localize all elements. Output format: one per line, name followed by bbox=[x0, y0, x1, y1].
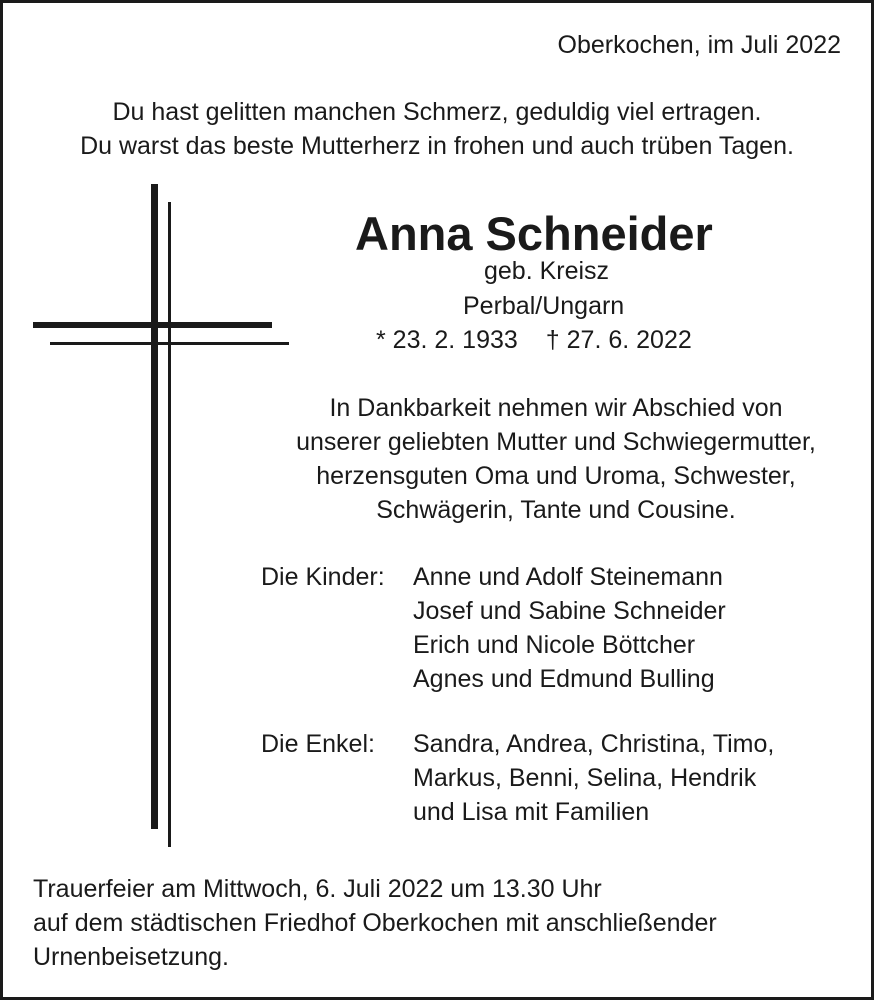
funeral-line: Trauerfeier am Mittwoch, 6. Juli 2022 um 13.30 Uhr bbox=[33, 875, 602, 903]
verse-line: Du hast gelitten manchen Schmerz, geduldig viel ertragen. bbox=[112, 98, 762, 126]
verse-line: Du warst das beste Mutterherz in frohen und auch trüben Tagen. bbox=[80, 132, 794, 160]
children-label: Die Kinder: bbox=[261, 563, 385, 591]
list-item: Sandra, Andrea, Christina, Timo, bbox=[413, 730, 775, 758]
birthplace: Perbal/Ungarn bbox=[463, 292, 625, 320]
cross-horizontal-line bbox=[50, 342, 289, 345]
list-item: Josef und Sabine Schneider bbox=[413, 597, 726, 625]
list-item: und Lisa mit Familien bbox=[413, 798, 650, 826]
memorial-verse bbox=[3, 95, 871, 163]
list-item: Markus, Benni, Selina, Hendrik bbox=[413, 764, 757, 792]
funeral-line: auf dem städtischen Friedhof Oberkochen mit anschließender bbox=[33, 909, 717, 937]
death-date: † 27. 6. 2022 bbox=[545, 326, 692, 354]
grandchildren-label: Die Enkel: bbox=[261, 730, 375, 758]
place-date: Oberkochen, im Juli 2022 bbox=[557, 31, 841, 59]
farewell-line: In Dankbarkeit nehmen wir Abschied von bbox=[329, 394, 783, 422]
children-list bbox=[413, 560, 726, 696]
birth-name: geb. Kreisz bbox=[484, 257, 610, 285]
list-item: Erich und Nicole Böttcher bbox=[413, 631, 696, 659]
list-item: Anne und Adolf Steinemann bbox=[413, 563, 723, 591]
list-item: Agnes und Edmund Bulling bbox=[413, 665, 715, 693]
farewell-line: herzensguten Oma und Uroma, Schwester, bbox=[316, 462, 796, 490]
deceased-name: Anna Schneider bbox=[355, 207, 713, 260]
funeral-line: Urnenbeisetzung. bbox=[33, 943, 229, 971]
grandchildren-list bbox=[413, 727, 774, 829]
birth-date: * 23. 2. 1933 bbox=[376, 326, 518, 354]
farewell-line: unserer geliebten Mutter und Schwiegermutter, bbox=[296, 428, 816, 456]
farewell-text bbox=[261, 391, 851, 527]
cross-vertical-bar bbox=[151, 184, 158, 829]
farewell-line: Schwägerin, Tante und Cousine. bbox=[376, 496, 736, 524]
life-dates bbox=[376, 323, 692, 357]
cross-vertical-line bbox=[168, 202, 171, 847]
funeral-info bbox=[33, 872, 717, 974]
cross-horizontal-bar bbox=[33, 322, 272, 328]
